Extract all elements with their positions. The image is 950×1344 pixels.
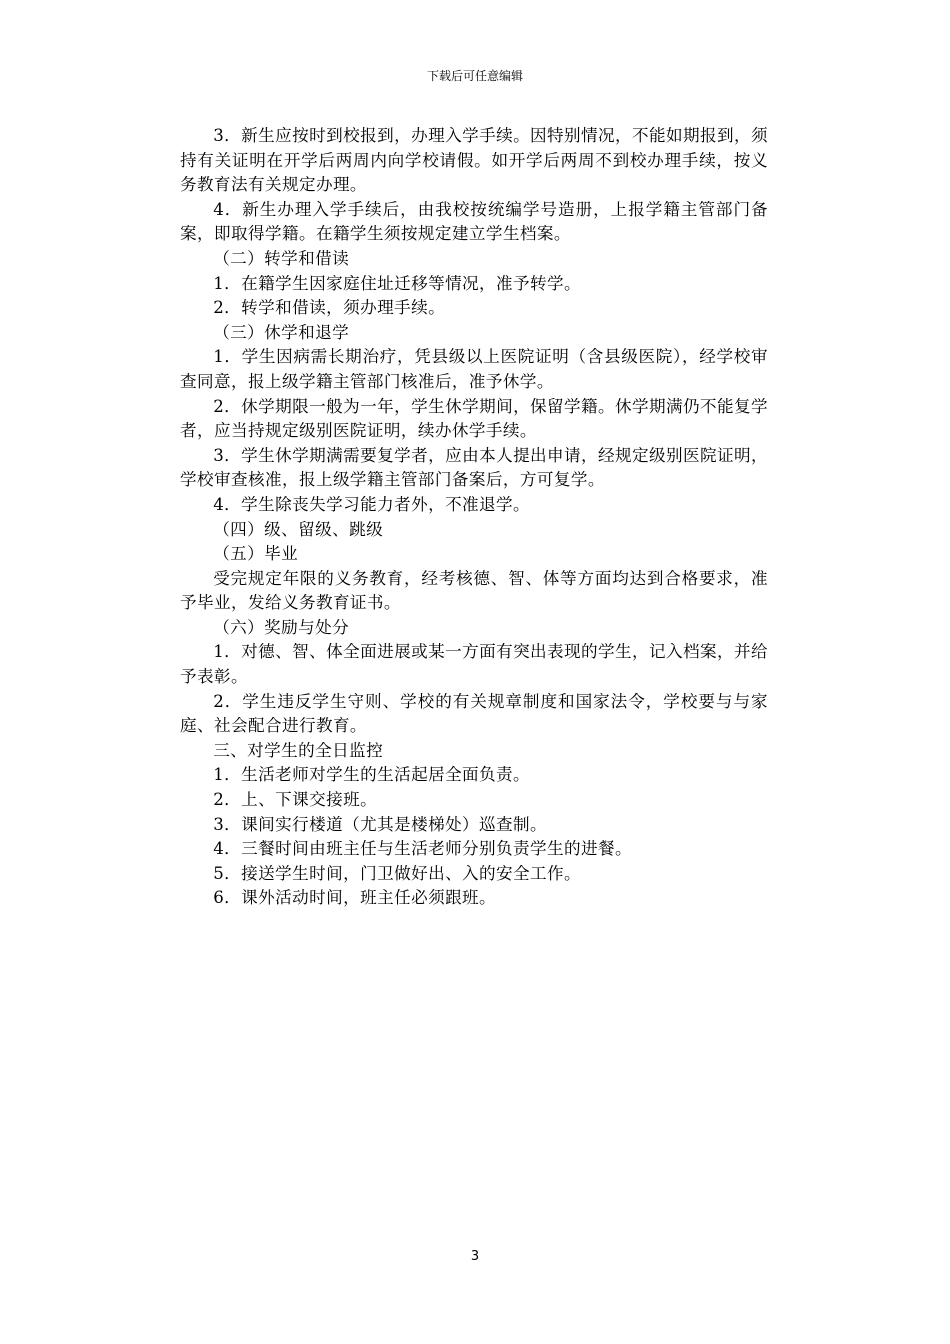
paragraph: 1．学生因病需长期治疗，凭县级以上医院证明（含县级医院），经学校审查同意，报上级学籍主管部门核准后，准予休学。 xyxy=(180,347,768,391)
section-heading: 三、对学生的全日监控 xyxy=(213,740,384,760)
paragraph: 1．生活老师对学生的生活起居全面负责。 xyxy=(213,765,531,785)
document-body xyxy=(180,124,768,911)
paragraph: 1．在籍学生因家庭住址迁移等情况，准予转学。 xyxy=(213,273,582,293)
paragraph: 2．休学期限一般为一年，学生休学期间，保留学籍。休学期满仍不能复学者，应当持规定级别医院证明，续办休学手续。 xyxy=(180,396,768,441)
paragraph: 受完规定年限的义务教育，经考核德、智、体等方面均达到合格要求，准予毕业，发给义务教育证书。 xyxy=(180,568,768,613)
paragraph: 1．对德、智、体全面进展或某一方面有突出表现的学生，记入档案，并给予表彰。 xyxy=(180,642,768,687)
paragraph: 4．新生办理入学手续后，由我校按统编学号造册，上报学籍主管部门备案，即取得学籍。在籍学生须按规定建立学生档案。 xyxy=(180,199,768,244)
page-header: 下载后可任意编辑 xyxy=(426,69,523,83)
paragraph: 3．课间实行楼道（尤其是楼梯处）巡查制。 xyxy=(213,814,548,834)
paragraph: 2．学生违反学生守则、学校的有关规章制度和国家法令，学校要与与家庭、社会配合进行教育。 xyxy=(180,691,768,736)
page-number: 3 xyxy=(470,1249,480,1264)
section-heading: （三）休学和退学 xyxy=(213,322,350,342)
paragraph: 5．接送学生时间，门卫做好出、入的安全工作。 xyxy=(213,863,582,883)
paragraph: 6．课外活动时间，班主任必须跟班。 xyxy=(213,888,497,908)
paragraph: 3．学生休学期满需要复学者，应由本人提出申请，经规定级别医院证明，学校审查核准，报上级学籍主管部门备案后，方可复学。 xyxy=(180,445,768,490)
section-heading: （二）转学和借读 xyxy=(213,248,350,268)
paragraph: 4．学生除丧失学习能力者外，不准退学。 xyxy=(213,494,531,514)
paragraph: 2．转学和借读，须办理手续。 xyxy=(213,298,446,318)
paragraph: 4．三餐时间由班主任与生活老师分别负责学生的进餐。 xyxy=(213,839,632,859)
section-heading: （五）毕业 xyxy=(213,544,299,564)
section-heading: （六）奖励与处分 xyxy=(213,617,350,637)
paragraph: 3．新生应按时到校报到，办理入学手续。因特别情况，不能如期报到，须持有关证明在开学后两周内向学校请假。如开学后两周不到校办理手续，按义务教育法有关规定办理。 xyxy=(180,126,768,195)
section-heading: （四）级、留级、跳级 xyxy=(213,519,384,539)
paragraph: 2．上、下课交接班。 xyxy=(213,790,378,810)
